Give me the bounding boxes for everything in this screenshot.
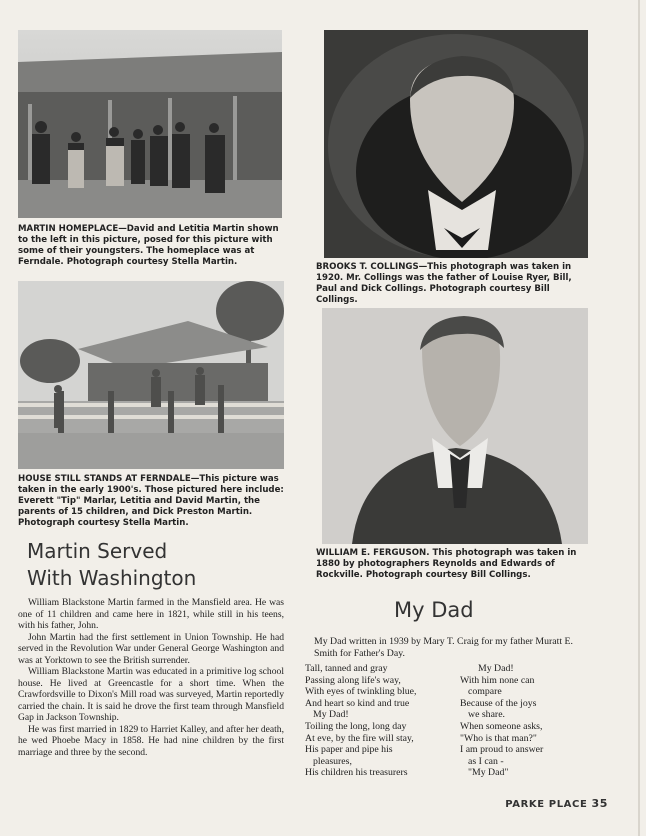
poem-line: His paper and pipe his [305,744,393,756]
poem-line: When someone asks, [460,720,543,732]
poem-line: With him none can [460,674,535,686]
page-number: 35 [591,797,608,810]
poem-line: His children his treasurers [305,767,408,779]
poem-line: Because of the joys [460,697,537,709]
poem-line: Tall, tanned and gray [305,663,388,674]
poem-right-column [460,663,590,779]
article-headline [27,538,287,592]
poem-line: compare [468,686,502,698]
ferndale-house-photo [18,281,284,469]
article-paragraph: John Martin had the first settlement in Union Township. He had served in the Revolution War under General George Washington and was at Yorktown to see the British surrender. [18,631,284,666]
poem-line: Toiling the long, long day [305,720,407,732]
poem-line: pleasures, [313,755,352,767]
poem-line: At eve, by the fire will stay, [305,732,414,744]
brooks-collings-photo [324,30,588,258]
martin-homeplace-caption: MARTIN HOMEPLACE—David and Letitia Martin shown to the left in this picture, posed for this picture with some of their youngsters. The homeplace was at Ferndale. Photograph courtesy Stella Martin. [18,224,279,267]
poem-line: Passing along life's way, [305,674,401,686]
poem-line: And heart so kind and true [305,697,410,709]
poem-line: My Dad! [313,709,349,721]
poem-title: My Dad [394,598,474,622]
brooks-collings-caption: BROOKS T. COLLINGS—This photograph was taken in 1920. Mr. Collings was the father of Louise Ryer, Bill, Paul and Dick Collings. Photograph courtesy Bill Collings. [316,262,572,305]
poem-line: I am proud to answer [460,744,544,756]
article-body [18,597,284,758]
poem-line: "Who is that man?" [460,732,537,744]
article-paragraph: William Blackstone Martin farmed in the Mansfield area. He was one of 11 children and came here in 1821, while still in his teens, with his father, John. [18,597,284,631]
article-paragraph: William Blackstone Martin was educated in a primitive log school house. He lived at Greencastle for a short time. When the Crawfordsville to Dixon's Mill road was surveyed, Martin reportedly carried the chain. It is said he drove the first team through Mansfield Gap in Jackson Township. [18,666,284,723]
poem-line: as I can - [468,755,504,767]
poem-line: we share. [468,709,505,721]
ferndale-house-caption: HOUSE STILL STANDS AT FERNDALE—This picture was taken in the early 1900's. Those pictured here include: Everett "Tip" Marlar, Letitia and David Martin, the parents of 15 children, and Dick Preston Martin. Photograph courtesy Stella Martin. [18,474,284,528]
poem-line: With eyes of twinkling blue, [305,686,417,698]
page-edge [638,0,640,836]
article-paragraph: He was first married in 1829 to Harriet Kalley, and after her death, he wed Phoebe Macy in 1858. He had nine children by the first marriage and three by the second. [18,723,284,758]
poem-intro: My Dad written in 1939 by Mary T. Craig for my father Muratt E. Smith for Father's Day. [314,636,573,659]
william-ferguson-caption: WILLIAM E. FERGUSON. This photograph was taken in 1880 by photographers Reynolds and Edwards of Rockville. Photograph courtesy Bill Collings. [316,548,577,580]
headline-line-2: With Washington [27,566,197,590]
headline-line-1: Martin Served [27,539,168,563]
poem-left-column [305,663,455,779]
publication-name: PARKE PLACE [505,799,588,810]
poem-line: "My Dad" [468,767,509,779]
page-footer [505,797,608,810]
martin-homeplace-photo [18,30,282,218]
poem-line: My Dad! [478,663,514,674]
william-ferguson-photo [322,308,588,544]
